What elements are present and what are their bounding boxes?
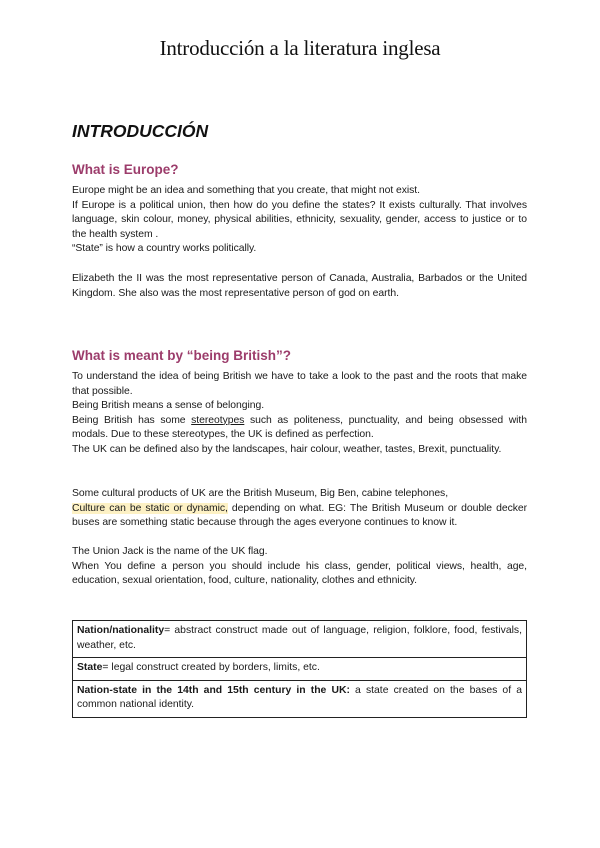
text-run: depending on what. EG: The British Museum or double decker buses are something static because through the ages everyone continues to know it.	[72, 502, 527, 529]
definition-cell	[73, 621, 527, 658]
paragraph: The Union Jack is the name of the UK flag.	[72, 546, 268, 557]
definition-text: a state created on the bases of a common national identity.	[77, 684, 522, 711]
paragraph: Being British means a sense of belonging.	[72, 400, 265, 412]
paragraph: The UK can be defined also by the landscapes, hair colour, weather, tastes, Brexit, punctuality.	[72, 443, 502, 455]
table-row	[73, 680, 527, 717]
definition-separator: =	[164, 625, 175, 636]
section-heading-british: What is meant by “being British”?	[72, 348, 292, 363]
paragraph: “State” is how a country works politically.	[72, 243, 257, 255]
definition-cell	[73, 658, 527, 681]
table-row	[73, 621, 527, 658]
definition-term: Nation-state in the 14th and 15th century in the UK:	[77, 684, 350, 696]
paragraph: To understand the idea of being British we have to take a look to the past and the roots that make that possible.	[72, 371, 527, 397]
paragraph: Europe might be an idea and something that you create, that might not exist.	[72, 185, 420, 196]
section-body-flag	[72, 545, 527, 589]
highlighted-text: Culture can be static or dynamic,	[72, 502, 228, 514]
section-body-elizabeth	[72, 272, 527, 301]
section-heading-europe: What is Europe?	[72, 162, 179, 177]
text-run: Being British has some	[72, 414, 192, 426]
definition-text: abstract construct made out of language, religion, folklore, food, festivals, weather, etc.	[77, 625, 522, 651]
table-row	[73, 658, 527, 681]
section-body-europe	[72, 184, 527, 257]
section-body-british	[72, 370, 527, 458]
text-run: such as politeness, punctuality, and being obsessed with modals. Due to these stereotypes, the UK is defined as perfection.	[72, 414, 527, 441]
definitions-table	[72, 620, 527, 718]
paragraph-stereotypes	[72, 414, 527, 443]
underlined-term: stereotypes	[191, 414, 245, 426]
definition-cell	[73, 680, 527, 717]
main-heading: INTRODUCCIÓN	[72, 121, 209, 141]
paragraph-culture	[72, 502, 527, 531]
paragraph: When You define a person you should include his class, gender, political views, health, age, education, sexual orientation, food, culture, nationality, clothes and ethnicity.	[72, 560, 527, 587]
definition-separator: =	[102, 662, 112, 674]
paragraph: Elizabeth the II was the most representative person of Canada, Australia, Barbados or the United Kingdom. She also was the most representative person of god on earth.	[72, 273, 527, 299]
section-body-culture	[72, 487, 527, 531]
paragraph: Some cultural products of UK are the British Museum, Big Ben, cabine telephones,	[72, 488, 449, 499]
paragraph: If Europe is a political union, then how do you define the states? It exists culturally. That involves language, skin colour, money, physical abilities, ethnicity, sexuality, gender, access to justice or to the health system .	[72, 199, 527, 240]
definition-text: legal construct created by borders, limits, etc.	[111, 662, 320, 674]
document-title: Introducción a la literatura inglesa	[159, 36, 441, 60]
definition-term: Nation/nationality	[77, 625, 165, 636]
definition-term: State	[77, 662, 103, 674]
